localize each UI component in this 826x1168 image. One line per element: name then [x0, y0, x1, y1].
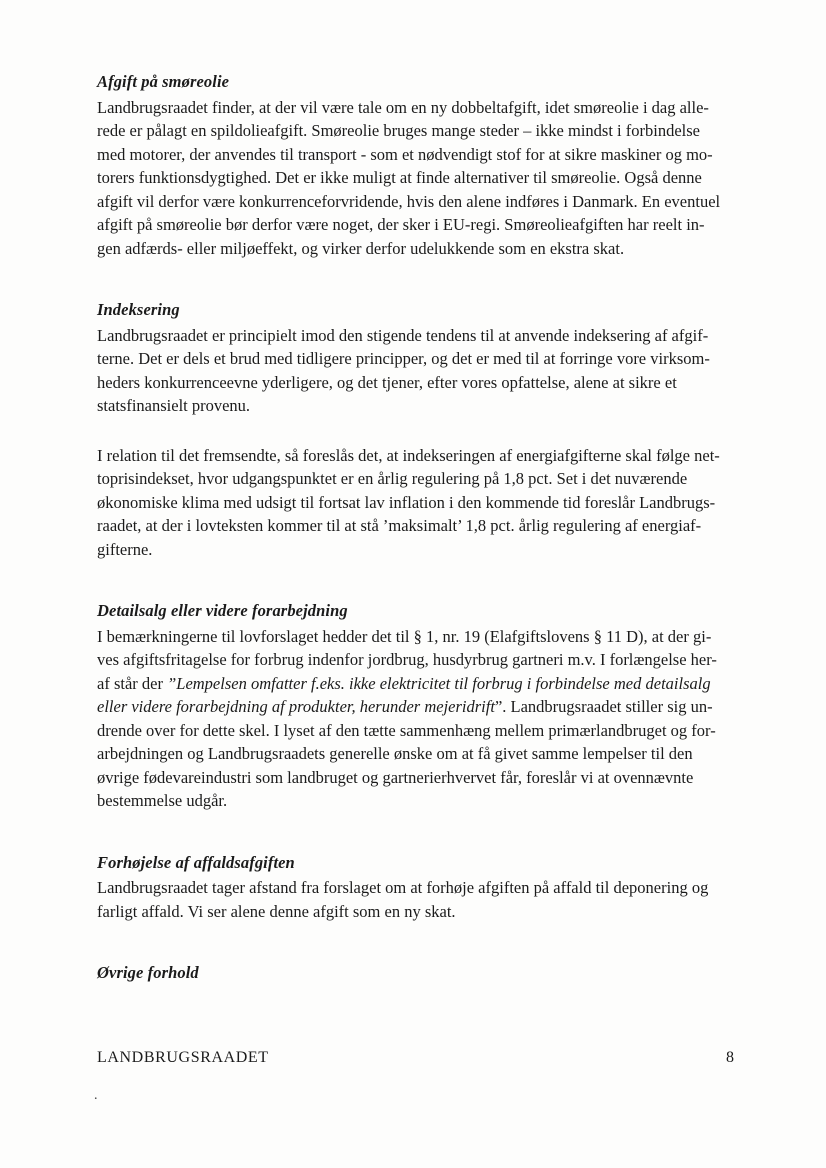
- text-line: øvrige fødevareindustri som landbruget og gartnerierhvervet får, foreslår vi at ovennævnte: [97, 767, 694, 787]
- section-heading: Øvrige forhold: [97, 963, 199, 982]
- quoted-italic-text: eller videre forarbejdning af produkter, herunder mejeridrift: [97, 697, 495, 716]
- text-line: [97, 672, 742, 696]
- paragraph: [97, 876, 742, 923]
- section-heading: Detailsalg eller videre forarbejdning: [97, 601, 348, 620]
- text-line: drende over for dette skel. I lyset af den tætte sammenhæng mellem primærlandbruget og for-: [97, 720, 716, 740]
- text-line: toprisindekset, hvor udgangspunktet er en årlig regulering på 1,8 pct. Set i det nuværende: [97, 469, 688, 488]
- text-line: afgift på smøreolie bør derfor være noget, der sker i EU-regi. Smøreolieafgiften har reelt in-: [97, 215, 705, 234]
- quoted-italic-text: ”Lempelsen omfatter f.eks. ikke elektricitet til forbrug i forbindelse med detailsalg: [167, 673, 711, 693]
- section-heading: Afgift på smøreolie: [97, 72, 230, 91]
- footer-page-number: 8: [726, 1049, 734, 1066]
- document-section: [97, 839, 742, 950]
- text-line: raadet, at der i lovteksten kommer til at stå ’maksimalt’ 1,8 pct. årlig regulering af energiaf-: [97, 516, 702, 535]
- text-line: med motorer, der anvendes til transport - som et nødvendigt stof for at sikre maskiner og mo-: [97, 144, 713, 164]
- scan-artifact-dot: .: [94, 1088, 98, 1103]
- text-line: arbejdningen og Landbrugsraadets generelle ønske om at få givet samme lempelser til den: [97, 744, 693, 763]
- text-line: terne. Det er dels et brud med tidligere principper, og det er med til at forringe vore virksom-: [97, 349, 710, 368]
- footer-organization: LANDBRUGSRAADET: [97, 1049, 269, 1066]
- text-line: afgift vil derfor være konkurrenceforvridende, hvis den alene indføres i Danmark. En eventuel: [97, 191, 721, 211]
- text-line: Landbrugsraadet tager afstand fra forslaget om at forhøje afgiften på affald til deponering og: [97, 878, 709, 897]
- text-line: Landbrugsraadet er principielt imod den stigende tendens til at anvende indeksering af afgif-: [97, 325, 709, 345]
- plain-text: ”. Landbrugsraadet stiller sig un-: [494, 697, 713, 716]
- section-heading: Forhøjelse af affaldsafgiften: [97, 852, 295, 872]
- text-line: I relation til det fremsendte, så foreslås det, at indekseringen af energiafgifterne skal følge net-: [97, 445, 720, 465]
- text-line: [97, 695, 742, 719]
- page-footer: [97, 1049, 734, 1067]
- document-body: [97, 58, 742, 987]
- text-line: økonomiske klima med udsigt til fortsat lav inflation i den kommende tid foreslår Landbrugs-: [97, 492, 716, 512]
- paragraph: [97, 96, 742, 261]
- text-line: gen adfærds- eller miljøeffekt, og virker derfor udelukkende som en ekstra skat.: [97, 238, 625, 258]
- text-line: ves afgiftsfritagelse for forbrug indenfor jordbrug, husdyrbrug gartneri m.v. I forlængelse her-: [97, 650, 717, 669]
- paragraph: [97, 625, 742, 813]
- text-line: bestemmelse udgår.: [97, 791, 228, 810]
- document-section: [97, 58, 742, 286]
- text-line: Landbrugsraadet finder, at der vil være tale om en ny dobbeltafgift, idet smøreolie i dag alle-: [97, 97, 709, 117]
- text-line: statsfinansielt provenu.: [97, 396, 251, 415]
- document-section: [97, 587, 742, 839]
- document-section: [97, 949, 742, 987]
- text-line: I bemærkningerne til lovforslaget hedder det til § 1, nr. 19 (Elafgiftslovens § 11 D), at der gi-: [97, 626, 712, 646]
- plain-text: af står der: [97, 673, 168, 693]
- paragraph: [97, 444, 742, 562]
- text-line: torers funktionsdygtighed. Det er ikke muligt at finde alternativer til smøreolie. Også denne: [97, 168, 702, 187]
- document-section: [97, 286, 742, 587]
- text-line: heders konkurrenceevne yderligere, og det tjener, efter vores opfattelse, alene at sikre et: [97, 372, 677, 392]
- paragraph: [97, 324, 742, 418]
- text-line: gifterne.: [97, 539, 153, 559]
- text-line: farligt affald. Vi ser alene denne afgift som en ny skat.: [97, 901, 456, 921]
- section-heading: Indeksering: [97, 300, 180, 319]
- text-line: rede er pålagt en spildolieafgift. Smøreolie bruges mange steder – ikke mindst i forbindelse: [97, 121, 700, 140]
